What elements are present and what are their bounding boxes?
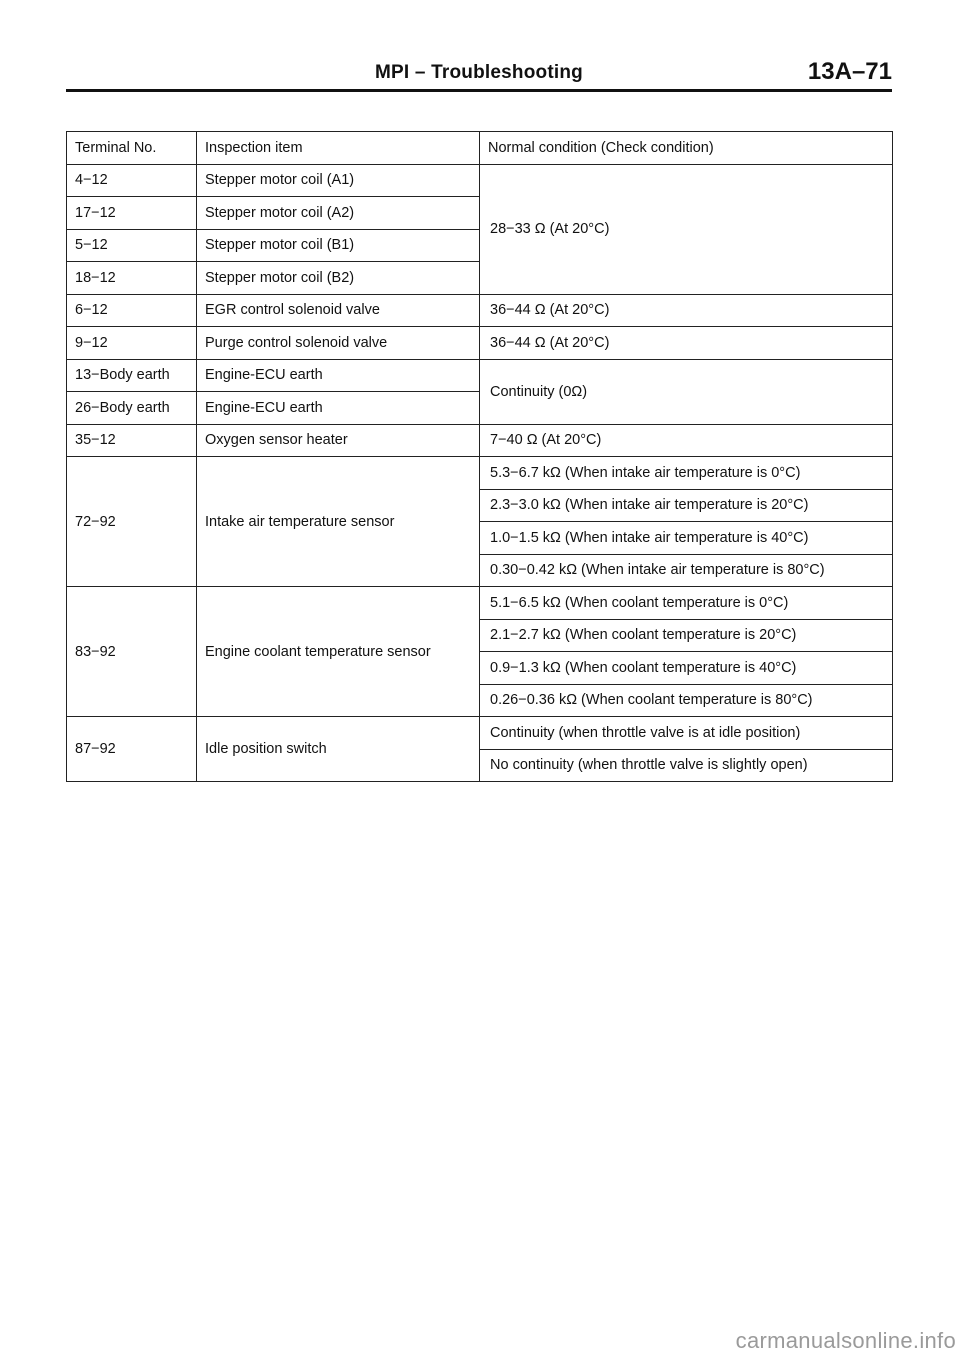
item-cell: Purge control solenoid valve: [197, 327, 480, 360]
terminal-cell: 26−Body earth: [67, 392, 197, 425]
table-row: [67, 457, 893, 490]
terminal-cell: 5−12: [67, 229, 197, 262]
item-cell: Stepper motor coil (A2): [197, 197, 480, 230]
table-header-row: [67, 132, 893, 165]
terminal-cell: 72−92: [67, 457, 197, 587]
item-cell: Engine-ECU earth: [197, 359, 480, 392]
table-row: [67, 294, 893, 327]
item-cell: Stepper motor coil (A1): [197, 164, 480, 197]
condition-cell: 0.26−0.36 kΩ (When coolant temperature is 80°C): [480, 684, 893, 717]
item-cell: Intake air temperature sensor: [197, 457, 480, 587]
header-item: Inspection item: [197, 132, 480, 165]
condition-cell: 2.3−3.0 kΩ (When intake air temperature is 20°C): [480, 489, 893, 522]
terminal-cell: 87−92: [67, 717, 197, 782]
item-cell: Engine-ECU earth: [197, 392, 480, 425]
condition-cell: 5.1−6.5 kΩ (When coolant temperature is 0°C): [480, 587, 893, 620]
terminal-cell: 17−12: [67, 197, 197, 230]
item-cell: Engine coolant temperature sensor: [197, 587, 480, 717]
condition-cell: 0.9−1.3 kΩ (When coolant temperature is 40°C): [480, 652, 893, 685]
page-title: MPI – Troubleshooting: [375, 62, 583, 83]
inspection-table: [66, 131, 893, 782]
terminal-cell: 9−12: [67, 327, 197, 360]
table-row: [67, 587, 893, 620]
item-cell: Stepper motor coil (B1): [197, 229, 480, 262]
terminal-cell: 35−12: [67, 424, 197, 457]
item-cell: Stepper motor coil (B2): [197, 262, 480, 295]
header-condition: Normal condition (Check condition): [480, 132, 893, 165]
condition-cell: 36−44 Ω (At 20°C): [480, 294, 893, 327]
condition-cell: Continuity (0Ω): [480, 359, 893, 424]
item-cell: EGR control solenoid valve: [197, 294, 480, 327]
table-row: [67, 164, 893, 197]
page-number: 13A–71: [807, 58, 892, 85]
page-header: [66, 58, 892, 88]
terminal-cell: 83−92: [67, 587, 197, 717]
terminal-cell: 13−Body earth: [67, 359, 197, 392]
condition-cell: 36−44 Ω (At 20°C): [480, 327, 893, 360]
terminal-cell: 18−12: [67, 262, 197, 295]
header-terminal: Terminal No.: [67, 132, 197, 165]
condition-cell: 5.3−6.7 kΩ (When intake air temperature is 0°C): [480, 457, 893, 490]
condition-cell: 2.1−2.7 kΩ (When coolant temperature is 20°C): [480, 619, 893, 652]
table-row: [67, 424, 893, 457]
condition-cell: 0.30−0.42 kΩ (When intake air temperature is 80°C): [480, 554, 893, 587]
condition-cell: 7−40 Ω (At 20°C): [480, 424, 893, 457]
header-rule: [66, 89, 892, 92]
terminal-cell: 6−12: [67, 294, 197, 327]
terminal-cell: 4−12: [67, 164, 197, 197]
condition-cell: 1.0−1.5 kΩ (When intake air temperature is 40°C): [480, 522, 893, 555]
condition-cell: 28−33 Ω (At 20°C): [480, 164, 893, 294]
condition-cell: Continuity (when throttle valve is at idle position): [480, 717, 893, 750]
table-row: [67, 359, 893, 392]
condition-cell: No continuity (when throttle valve is slightly open): [480, 749, 893, 782]
item-cell: Oxygen sensor heater: [197, 424, 480, 457]
item-cell: Idle position switch: [197, 717, 480, 782]
table-row: [67, 327, 893, 360]
watermark-text: carmanualsonline.info: [735, 1328, 956, 1353]
table-row: [67, 717, 893, 750]
